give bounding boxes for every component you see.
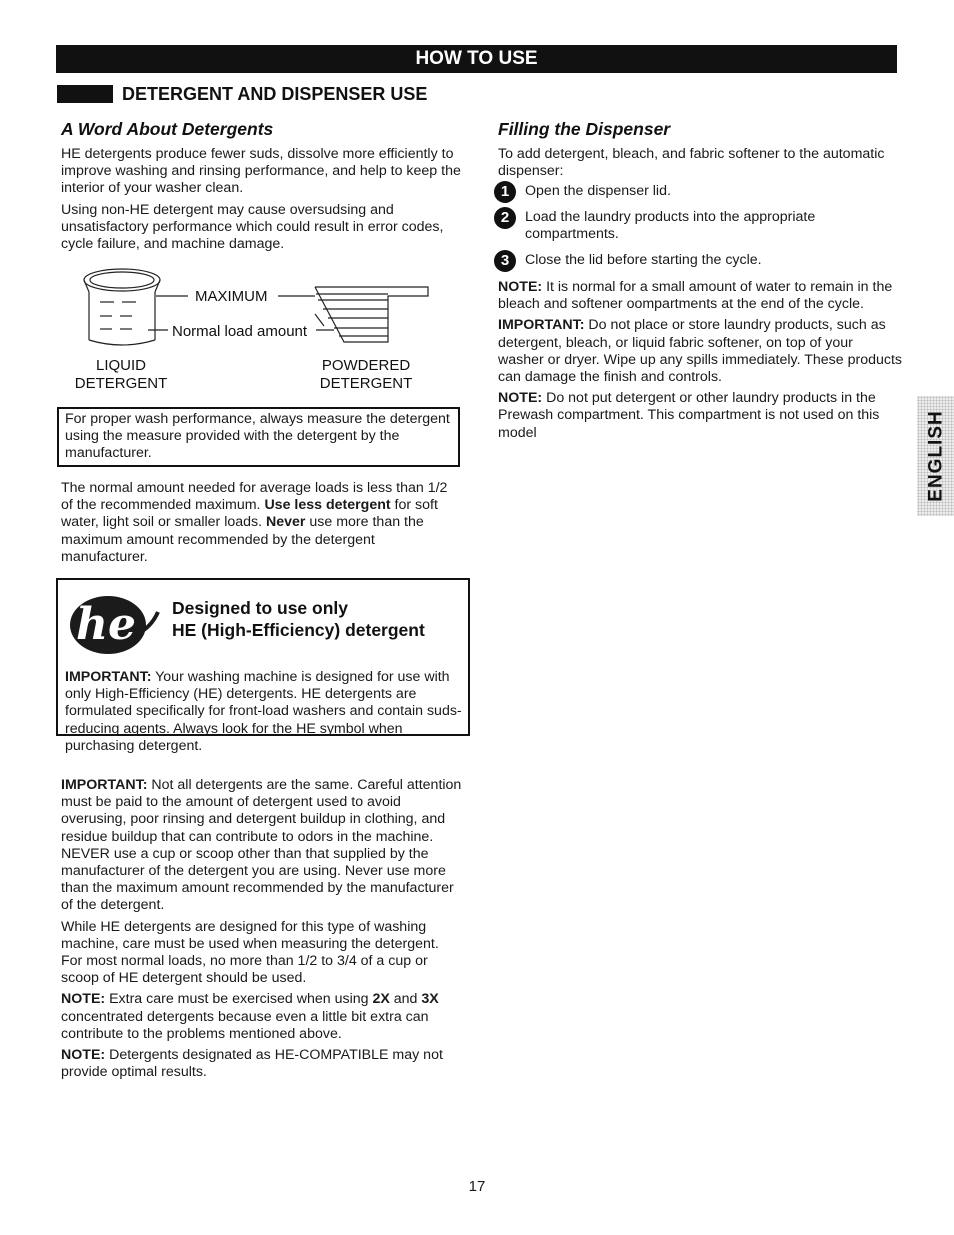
compatible-note [61,1047,463,1081]
prewash-note [498,390,902,442]
he-important-body: Your washing machine is designed for use with only High-Efficiency (HE) detergents. HE detergents are formulated specifically for front-load washers and contain suds-reducing agents. Always look for the HE symbol when purchasing detergent. [65,669,462,754]
lower-left-content [61,777,463,1081]
important-label: IMPORTANT: [61,777,148,793]
important-label: IMPORTANT: [65,669,152,685]
note-label: NOTE: [498,390,543,407]
step-number-icon: 2 [494,207,516,229]
important-body: Not all detergents are the same. Careful attention must be paid to the amount of detergent used to avoid overusing, poor rinsing and detergent buildup in clothing, and residue buildup that can contribute to odors in the machine. NEVER use a cup or scoop other than that supplied by the manufacturer of the detergent you are using. Never use more than the maximum amount recommended by the manufacturer of the detergent. [61,777,462,914]
maximum-label: MAXIMUM [195,288,268,305]
note-text: Detergents designated as HE-COMPATIBLE may not provide optimal results. [61,1047,443,1081]
amount-text: use more than the maximum amount recommended by the detergent manufacturer. [61,514,424,565]
step-text: Close the lid before starting the cycle. [525,252,762,268]
important-body: Do not place or store laundry products, such as detergent, bleach, or liquid fabric softener, on top of your washer or dryer. Wipe up any spills immediately. These products can damage the finish and controls. [498,317,902,386]
dispenser-intro: To add detergent, bleach, and fabric softener to the automatic dispenser: [498,146,885,180]
note-text: Extra care must be exercised when using [105,991,373,1008]
measure-notice-text: For proper wash performance, always measure the detergent using the measure provided with the detergent by the manufacturer. [65,411,450,462]
liquid-label-line: LIQUID [95,357,146,374]
powdered-label-line: DETERGENT [319,375,413,392]
amount-paragraph [61,480,463,566]
amount-emphasis: Use less detergent [264,497,391,514]
note-label: NOTE: [498,279,543,295]
page-number: 17 [468,1178,486,1195]
storage-important [498,317,902,386]
liquid-label [60,357,182,393]
step-text: Load the laundry products into the appropriate compartments. [525,209,816,243]
he-measure-paragraph: While HE detergents are designed for this type of washing machine, care must be used when measuring the detergent. For most normal loads, no more than 1/2 to 3/4 of a cup or scoop of HE detergent should be used. [61,918,439,987]
he-important-text [65,669,467,755]
residual-water-note [498,279,902,313]
amount-text: for soft water, light soil or smaller loads. [61,497,438,531]
note-text: Do not put detergent or other laundry products in the Prewash compartment. This compartment is not used on this model [498,390,880,441]
liquid-label-line: DETERGENT [74,375,168,392]
step-number-icon: 3 [494,250,516,272]
he-detergent-box [56,578,470,754]
intro-paragraph: Using non-HE detergent may cause oversudsing and unsatisfactory performance which could result in error codes, cycle failure, and machine damage. [61,201,444,253]
language-label: ENGLISH [924,410,946,502]
important-paragraph [61,777,463,915]
note-label: NOTE: [61,991,106,1008]
he-title-line-2: HE (High-Efficiency) detergent [172,620,425,640]
section-banner: HOW TO USE [56,45,897,73]
note-emphasis: 3X [421,991,439,1008]
section-marker-bar [57,85,113,103]
detergents-heading: A Word About Detergents [61,119,274,139]
note-text: and [389,991,422,1008]
amount-text: The normal amount needed for average loads is less than 1/2 of the recommended maximum. [61,480,448,514]
normal-load-label: Normal load amount [172,323,308,340]
detergents-intro [61,146,463,253]
amount-emphasis: Never [266,514,306,531]
powdered-label-line: POWDERED [321,357,411,374]
intro-paragraph: HE detergents produce fewer suds, dissolve more efficiently to improve washing and rinsing performance, and help to keep the interior of your washer clean. [61,146,461,197]
important-label: IMPORTANT: [498,317,585,334]
language-side-tab [917,396,954,516]
he-title-line-1: Designed to use only [172,598,348,618]
note-text: concentrated detergents because even a little bit extra can contribute to the problems mentioned above. [61,1008,429,1042]
measure-illustration [60,266,460,356]
powdered-label [306,357,426,393]
step-text: Open the dispenser lid. [525,183,671,199]
dispenser-heading: Filling the Dispenser [498,119,671,139]
note-label: NOTE: [61,1047,106,1064]
dispenser-notes [498,279,902,442]
concentrated-note [61,991,463,1043]
detergent-measure-diagram [60,266,460,396]
he-logo-icon [64,588,164,656]
measure-notice-box [57,407,460,467]
step-number-icon: 1 [494,181,516,203]
note-emphasis: 2X [372,991,390,1008]
section-title: DETERGENT AND DISPENSER USE [122,84,428,104]
note-text: It is normal for a small amount of water to remain in the bleach and softener oompartments at the end of the cycle. [498,279,893,313]
he-logo-text: he [76,599,136,650]
